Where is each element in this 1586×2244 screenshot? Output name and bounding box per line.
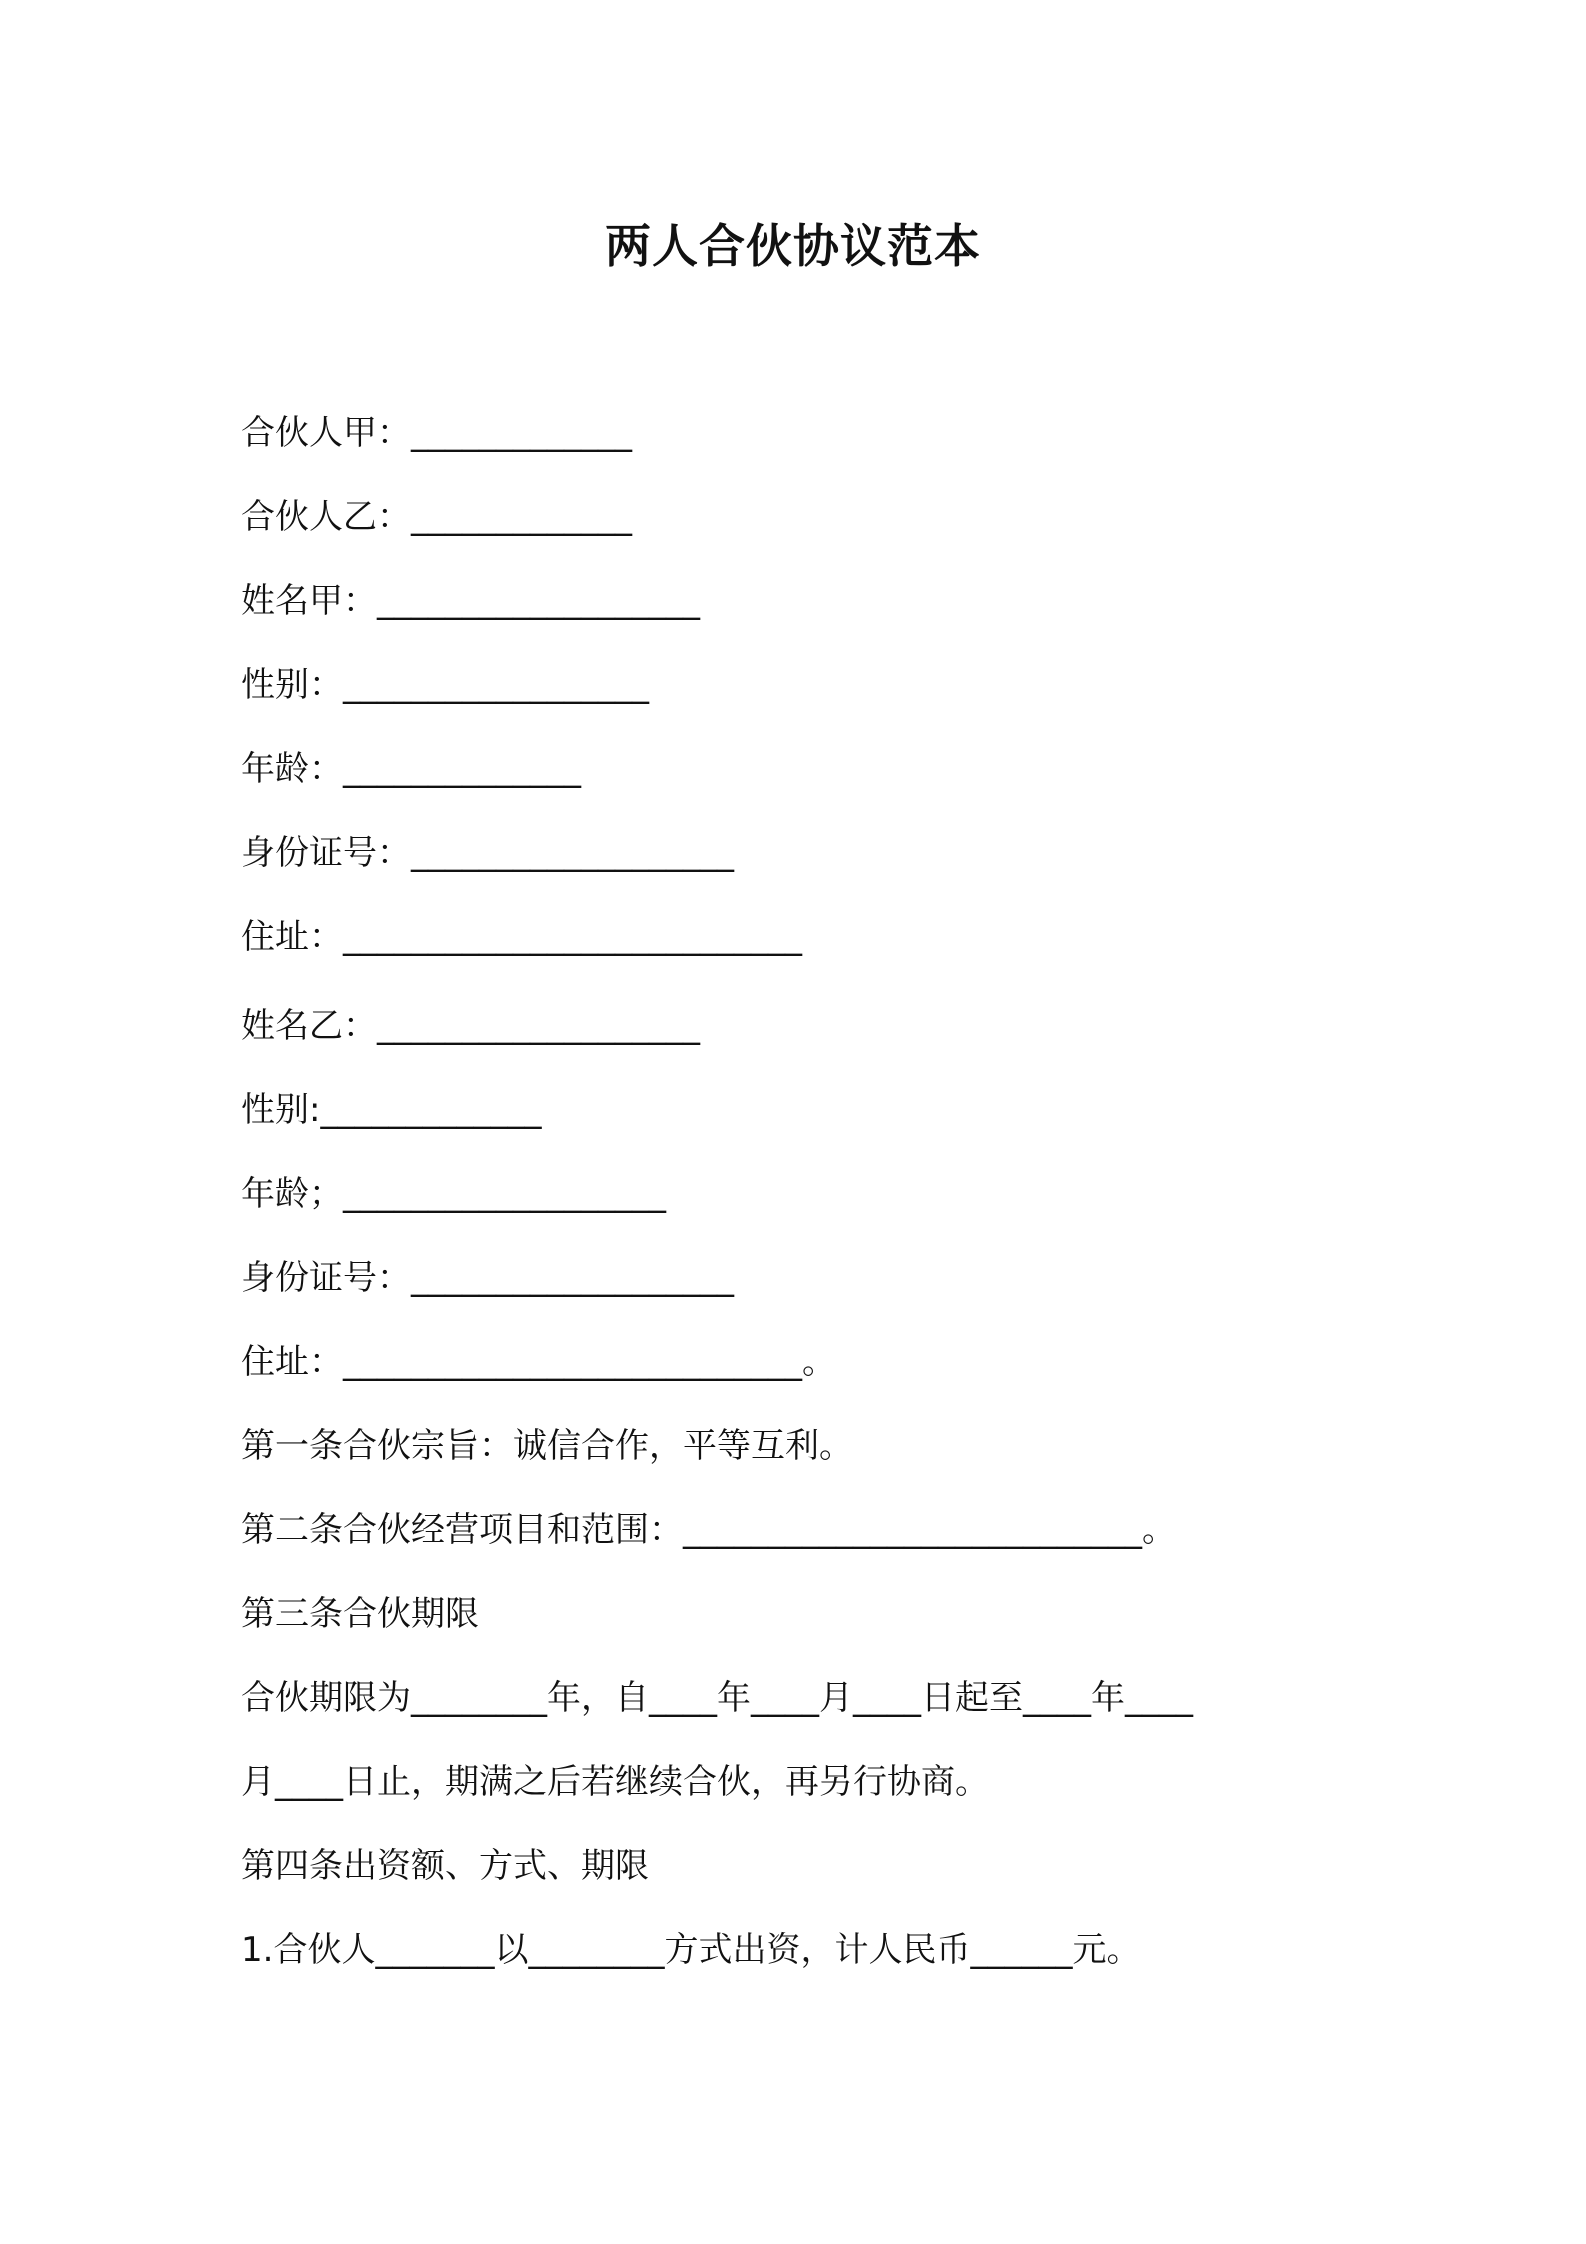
address-a-line: 住址：___________________________ — [241, 917, 802, 957]
article-4-heading: 第四条出资额、方式、期限 — [241, 1846, 649, 1886]
gender-b-line: 性别:_____________ — [241, 1090, 542, 1130]
article-1-line: 第一条合伙宗旨：诚信合作，平等互利。 — [241, 1426, 853, 1466]
term-line-2: 月____日止，期满之后若继续合伙，再另行协商。 — [241, 1762, 989, 1802]
partner-a-line: 合伙人甲：_____________ — [241, 413, 632, 453]
article-3-heading: 第三条合伙期限 — [241, 1594, 479, 1634]
name-a-line: 姓名甲：___________________ — [241, 581, 700, 621]
gender-a-line: 性别：__________________ — [241, 665, 649, 705]
address-b-line: 住址：___________________________。 — [241, 1342, 836, 1382]
article-2-line: 第二条合伙经营项目和范围：___________________________。 — [241, 1510, 1176, 1550]
age-b-line: 年龄；___________________ — [241, 1174, 666, 1214]
contribution-line-1: 1.合伙人_______以________方式出资，计人民币______元。 — [241, 1930, 1141, 1970]
age-a-line: 年龄：______________ — [241, 749, 581, 789]
document-title: 两人合伙协议范本 — [605, 219, 981, 273]
id-number-a-line: 身份证号：___________________ — [241, 833, 734, 873]
id-number-b-line: 身份证号：___________________ — [241, 1258, 734, 1298]
term-line-1: 合伙期限为________年，自____年____月____日起至____年____ — [241, 1678, 1193, 1718]
partner-b-line: 合伙人乙：_____________ — [241, 497, 632, 537]
name-b-line: 姓名乙：___________________ — [241, 1006, 700, 1046]
